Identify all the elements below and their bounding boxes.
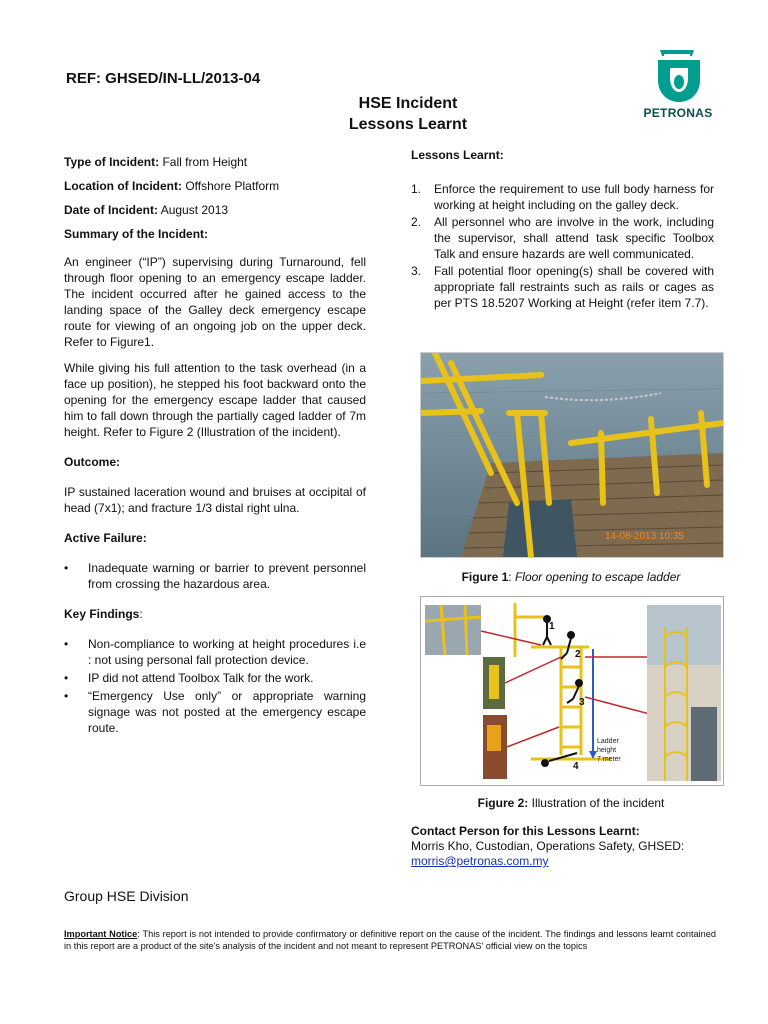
logo-wordmark: PETRONAS [643, 106, 713, 120]
incident-type-value: Fall from Height [162, 155, 248, 169]
incident-date [64, 202, 366, 218]
lesson-text: All personnel who are involve in the work, including the supervisor, shall attend task specific Toolbox Talk and ensure hazards are well communicated. [434, 215, 714, 261]
summary-heading: Summary of the Incident: [64, 227, 209, 241]
lessons-heading: Lessons Learnt: [411, 148, 504, 162]
title-line-1: HSE Incident [358, 95, 458, 112]
important-notice [64, 928, 716, 952]
notice-label: Important Notice [64, 929, 138, 939]
lesson-text: Enforce the requirement to use full body harness for working at height including on the galley deck. [434, 182, 714, 212]
lesson-text: Fall potential floor opening(s) shall be covered with appropriate fall restraints such as rails or cages as per PTS 18.5207 Working at Height (refer item 7.7). [434, 264, 714, 310]
lesson-number: 3. [411, 264, 422, 278]
petronas-logo [628, 44, 728, 126]
photo-timestamp: 14-08-2013 10:35 [605, 531, 684, 542]
figure-1-caption [420, 570, 722, 584]
figure-1-photo [420, 352, 724, 558]
summary-paragraph-2: While giving his full attention to the task overhead (in a face up position), he stepped his foot backward onto the opening for the emergency escape ladder that caused him to fall down through the partially caged ladder of 7m height. Refer to Figure 2 (Illustration of the incident). [64, 361, 366, 439]
division-name: Group HSE Division [64, 888, 189, 904]
figure-1-caption-text: Floor opening to escape ladder [514, 570, 681, 584]
lesson-number: 2. [411, 215, 422, 229]
lesson-item [411, 181, 714, 213]
incident-date-label: Date of Incident: [64, 203, 159, 217]
step-number-1: 1 [549, 621, 555, 632]
floor-opening-illustration [421, 353, 723, 557]
lesson-number: 1. [411, 182, 422, 196]
ladder-height-label-1: Ladder [597, 738, 619, 745]
incident-illustration [421, 597, 723, 785]
step-number-3: 3 [579, 697, 585, 708]
notice-text: : This report is not intended to provide confirmatory or definitive report on the cause of the incident. The findings and lessons learnt contained in this report are a product of the site's analysis of the incident and not meant to represent PETRONAS' official view on the topics [64, 929, 716, 951]
key-findings-label: Key Findings [64, 607, 140, 621]
incident-type [64, 154, 366, 170]
figure-1-label: Figure 1 [461, 570, 509, 584]
contact-block [411, 824, 721, 869]
key-findings-colon: : [139, 607, 143, 621]
contact-email-link[interactable]: morris@petronas.com.my [411, 854, 549, 868]
outcome-heading: Outcome: [64, 455, 121, 469]
figure-2-illustration [420, 596, 724, 786]
figure-2-caption-text: Illustration of the incident [528, 796, 665, 810]
contact-heading: Contact Person for this Lessons Learnt: [411, 824, 640, 838]
step-number-4: 4 [573, 761, 579, 772]
contact-person: Morris Kho, Custodian, Operations Safety, GHSED: [411, 839, 685, 853]
figure-1-separator: : [508, 570, 515, 584]
active-failure-item: • Inadequate warning or barrier to prevent personnel from crossing the hazardous area. [64, 560, 366, 592]
key-finding-item: • Non-compliance to working at height procedures i.e : not using personal fall protection device. [64, 636, 366, 668]
key-finding-item: • “Emergency Use only” or appropriate warning signage was not posted at the emergency escape route. [64, 688, 366, 736]
petronas-logo-icon [628, 44, 728, 106]
title-line-2: Lessons Learnt [348, 116, 468, 133]
ladder-height-label-3: 7 meter [597, 756, 621, 763]
reference-number: REF: GHSED/IN-LL/2013-04 [66, 70, 261, 87]
outcome-text: IP sustained laceration wound and bruises at occipital of head (7x1); and fracture 1/3 distal right ulna. [64, 485, 366, 515]
incident-type-label: Type of Incident: [64, 155, 160, 169]
key-finding-item: • IP did not attend Toolbox Talk for the work. [64, 670, 366, 686]
incident-location [64, 178, 366, 194]
summary-paragraph-1: An engineer (“IP”) supervising during Turnaround, fell through floor opening to an emergency escape ladder. The incident occurred after he gained access to the landing space of the Galley deck emergency escape route for viewing of an ongoing job on the upper deck. Refer to Figure1. [64, 255, 366, 349]
ladder-height-label-2: height [597, 747, 617, 754]
figure-2-label: Figure 2: [477, 796, 529, 810]
left-column [64, 154, 366, 738]
step-number-2: 2 [575, 649, 581, 660]
right-column [411, 147, 714, 312]
incident-date-value: August 2013 [160, 203, 229, 217]
lesson-item [411, 263, 714, 311]
figure-2-caption [420, 796, 722, 810]
key-findings-heading [64, 606, 366, 622]
active-failure-heading: Active Failure: [64, 531, 147, 545]
incident-location-value: Offshore Platform [185, 179, 280, 193]
document-title [300, 93, 516, 135]
incident-location-label: Location of Incident: [64, 179, 182, 193]
lesson-item [411, 214, 714, 262]
